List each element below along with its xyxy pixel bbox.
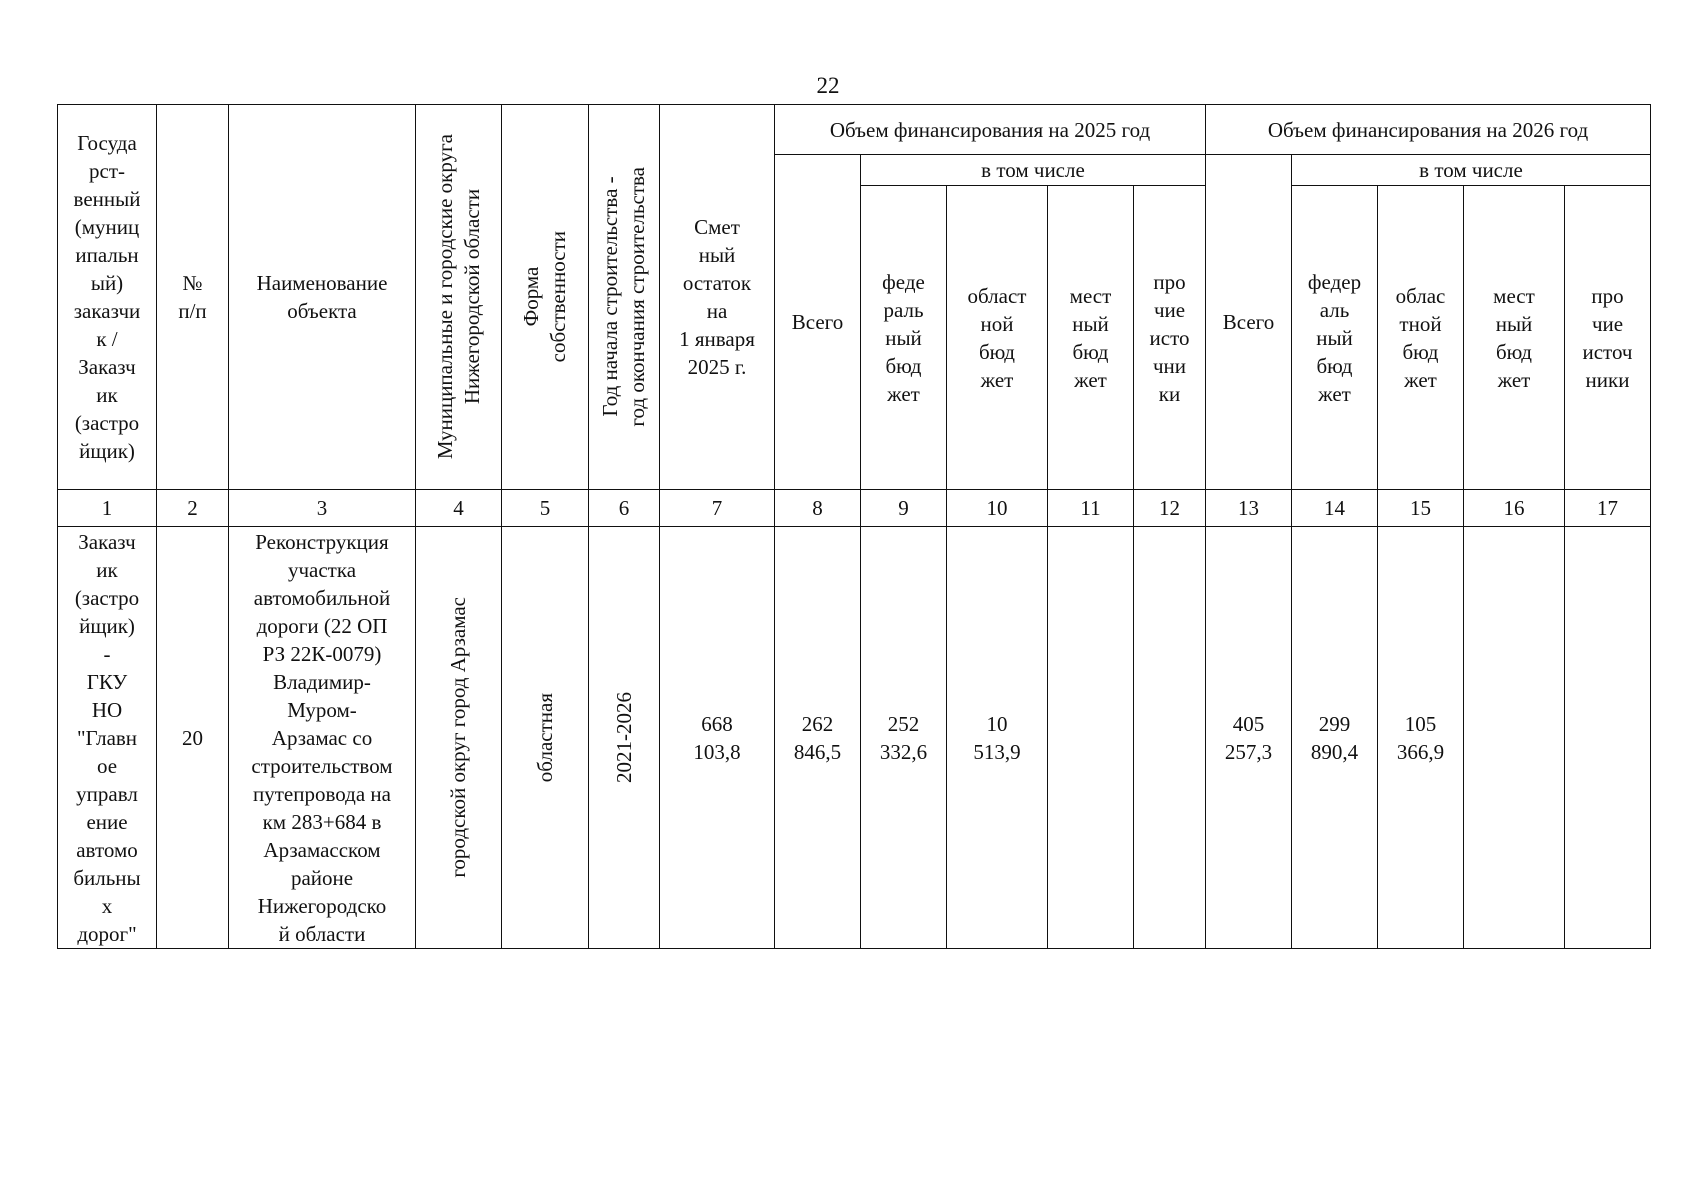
column-number: 11: [1048, 490, 1134, 527]
header-number: № п/п: [157, 105, 229, 490]
column-number: 15: [1378, 490, 1464, 527]
column-number: 7: [660, 490, 775, 527]
financing-table: [57, 104, 1651, 949]
header-estimate: Смет ный остаток на 1 января 2025 г.: [660, 105, 775, 490]
other-2025-cell: [1134, 527, 1206, 949]
total-2025-cell: 262 846,5: [775, 527, 861, 949]
header-2026-other: про чие источ ники: [1565, 186, 1651, 490]
header-municipality: Муниципальные и городские округа Нижегородской области: [416, 105, 502, 490]
column-number: 13: [1206, 490, 1292, 527]
header-2025-local: мест ный бюд жет: [1048, 186, 1134, 490]
header-2026-including: в том числе: [1292, 155, 1651, 186]
header-customer: Госуда рст- венный (муниц ипальн ый) заказчи к / Заказч ик (застро йщик): [58, 105, 157, 490]
number-cell: 20: [157, 527, 229, 949]
header-object-name: Наименование объекта: [229, 105, 416, 490]
header-2025-federal: феде раль ный бюд жет: [861, 186, 947, 490]
federal-2026-cell: 299 890,4: [1292, 527, 1378, 949]
column-number: 9: [861, 490, 947, 527]
header-2025-other: про чие исто чни ки: [1134, 186, 1206, 490]
header-group-2026: Объем финансирования на 2026 год: [1206, 105, 1651, 155]
column-number: 3: [229, 490, 416, 527]
column-number-row: [58, 490, 1651, 527]
header-2026-federal: федер аль ный бюд жет: [1292, 186, 1378, 490]
header-2026-regional: облас тной бюд жет: [1378, 186, 1464, 490]
ownership-cell: областная: [502, 527, 589, 949]
column-number: 6: [589, 490, 660, 527]
local-2025-cell: [1048, 527, 1134, 949]
column-number: 17: [1565, 490, 1651, 527]
header-2025-including: в том числе: [861, 155, 1206, 186]
header-group-2025: Объем финансирования на 2025 год: [775, 105, 1206, 155]
column-number: 10: [947, 490, 1048, 527]
header-ownership: Форма собственности: [502, 105, 589, 490]
column-number: 4: [416, 490, 502, 527]
years-cell: 2021-2026: [589, 527, 660, 949]
column-number: 12: [1134, 490, 1206, 527]
regional-2026-cell: 105 366,9: [1378, 527, 1464, 949]
column-number: 5: [502, 490, 589, 527]
other-2026-cell: [1565, 527, 1651, 949]
table-row: [58, 527, 1651, 949]
header-years: Год начала строительства - год окончания строительства: [589, 105, 660, 490]
header-row-group: [58, 105, 1651, 155]
header-2025-regional: област ной бюд жет: [947, 186, 1048, 490]
header-2025-total: Всего: [775, 155, 861, 490]
column-number: 2: [157, 490, 229, 527]
regional-2025-cell: 10 513,9: [947, 527, 1048, 949]
object-name-cell: Реконструкция участка автомобильной дороги (22 ОП РЗ 22К-0079) Владимир- Муром- Арзамас со строительством путепровода на км 283+684 в Арзамасском районе Нижегородско й области: [229, 527, 416, 949]
federal-2025-cell: 252 332,6: [861, 527, 947, 949]
column-number: 16: [1464, 490, 1565, 527]
column-number: 1: [58, 490, 157, 527]
municipality-cell: городской округ город Арзамас: [416, 527, 502, 949]
column-number: 14: [1292, 490, 1378, 527]
header-2026-local: мест ный бюд жет: [1464, 186, 1565, 490]
total-2026-cell: 405 257,3: [1206, 527, 1292, 949]
estimate-cell: 668 103,8: [660, 527, 775, 949]
column-number: 8: [775, 490, 861, 527]
page-number: 22: [816, 73, 840, 98]
local-2026-cell: [1464, 527, 1565, 949]
header-2026-total: Всего: [1206, 155, 1292, 490]
customer-cell: Заказч ик (застро йщик) - ГКУ НО "Главн ое управл ение автомо бильны х дорог": [58, 527, 157, 949]
